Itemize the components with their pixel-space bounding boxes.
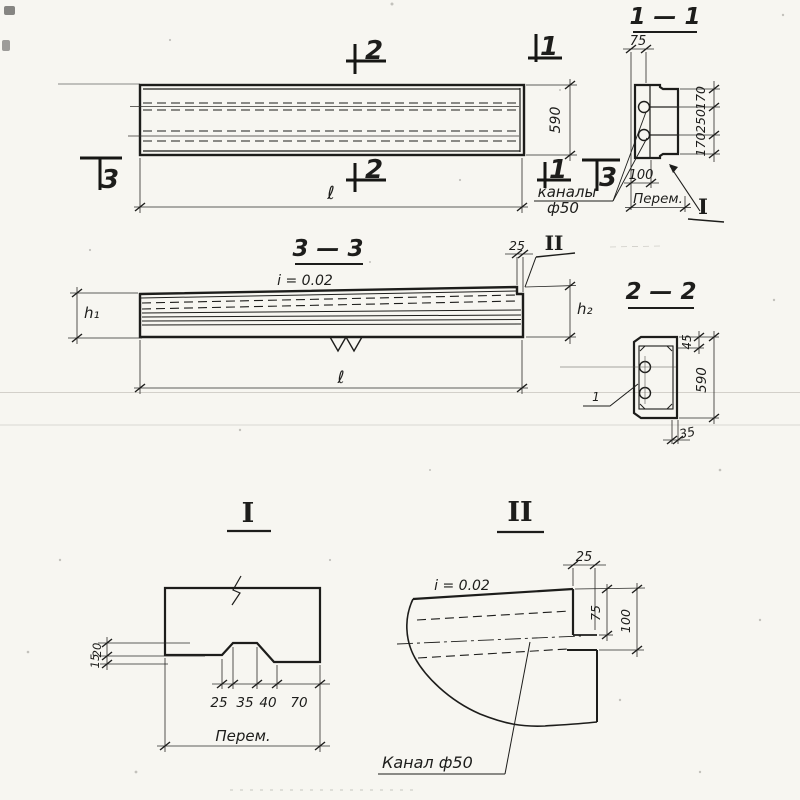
detail-II-dims-right — [575, 583, 645, 657]
detail-II-dim-25-label: 25 — [575, 550, 593, 565]
detail-I-dim-15-label: 15 — [88, 653, 102, 669]
detail-II-dim-75-label: 75 — [588, 605, 603, 621]
detail-I-dim-40-label: 40 — [259, 695, 277, 711]
s33-dim-h1-label: h₁ — [84, 304, 100, 322]
detail-I — [88, 498, 330, 752]
s33-dim-length-label: ℓ — [337, 368, 345, 388]
cut-1-top-label: 1 — [539, 32, 559, 62]
s11-dim-variable — [625, 191, 691, 212]
s11-dim-100 — [624, 160, 659, 188]
s11-dims-right — [652, 81, 720, 162]
detail-II-callout-leader — [505, 642, 530, 774]
s33-slope-label: i = 0.02 — [277, 273, 333, 289]
s33-dim-h2 — [525, 279, 593, 344]
channels-callout-line2: ф50 — [547, 199, 579, 217]
detail-II-channel-lines — [397, 611, 581, 658]
plan-dim-length-label: ℓ — [327, 183, 335, 204]
s22-dim-45 — [676, 331, 704, 354]
s22-dim-45-label: 45 — [680, 334, 694, 350]
detail-I-dim-35-label: 35 — [236, 695, 254, 711]
cut-3-right-label: 3 — [598, 163, 618, 193]
s11-channel-hole-top — [639, 102, 650, 113]
detail-I-break-mark — [232, 576, 241, 605]
detail-II-slope-label: i = 0.02 — [434, 578, 490, 594]
scan-artifacts — [0, 3, 800, 791]
detail-II — [378, 497, 645, 774]
s33-dim-h1 — [68, 287, 142, 344]
s11-dim-170b-label: 170 — [693, 132, 708, 157]
detail-I-dims-left — [88, 637, 205, 670]
cut-3-left-label: 3 — [100, 165, 120, 195]
plan-beam-inner-edges — [143, 88, 520, 152]
s33-break-zigzag — [330, 337, 362, 351]
detail-II-channel-callout — [378, 642, 530, 774]
section-1-1-title: 1 — 1 — [629, 4, 701, 30]
s33-dim-h2-label: h₂ — [577, 300, 593, 318]
cut-2-bottom-label: 2 — [364, 155, 384, 185]
s22-void-core — [639, 346, 673, 409]
detail-I-dim-20-label: 20 — [90, 642, 104, 658]
s33-dim-step25 — [505, 238, 533, 292]
s33-dim-length — [134, 340, 528, 394]
detail-II-break-curve — [407, 599, 597, 726]
plan-dim-depth — [526, 79, 577, 161]
s22-dim-35-label: 35 — [677, 423, 697, 442]
s33-strand-lines — [142, 310, 521, 325]
s22-hole-centerlines — [560, 356, 676, 404]
section-3-3 — [68, 231, 593, 394]
detail-I-dim-25-label: 25 — [210, 695, 228, 711]
plan-view — [58, 32, 647, 217]
detail-II-title: II — [507, 497, 533, 528]
s11-dim-variable-label: Перем. — [633, 191, 683, 207]
cut-1-bottom-label: 1 — [548, 155, 568, 185]
s11-dim-170a-label: 170 — [693, 86, 708, 110]
detail-I-dim-70-label: 70 — [290, 695, 308, 711]
s11-outline — [635, 85, 678, 158]
s33-dim-step25-label: 25 — [509, 238, 525, 253]
detail-I-outline — [165, 588, 320, 662]
detail-II-callout-label: Канал ф50 — [382, 753, 473, 772]
s22-position-label: 1 — [592, 390, 600, 404]
s22-position-leader — [583, 384, 638, 406]
detail-I-dim-variable-label: Перем. — [215, 727, 271, 745]
detail-II-dim-100-label: 100 — [618, 609, 633, 633]
s11-detail-ref-arrowhead — [669, 164, 678, 173]
s11-detail-ref-label: I — [698, 194, 708, 219]
s33-detail-ref-label: II — [544, 231, 564, 255]
plan-dim-depth-label: 590 — [548, 106, 564, 134]
cut-2-top-label: 2 — [364, 36, 384, 66]
channels-leader-1 — [613, 112, 646, 201]
plan-beam-outline — [140, 85, 524, 155]
detail-I-title: I — [241, 498, 255, 529]
section-1-1 — [623, 4, 724, 222]
plan-channel-hidden-lines — [143, 103, 516, 141]
section-2-2-title: 2 — 2 — [625, 279, 697, 305]
plan-dim-length — [134, 158, 528, 213]
s11-dim-75 — [623, 34, 654, 83]
section-3-3-title: 3 — 3 — [292, 236, 364, 262]
s11-dim-100-label: 100 — [628, 168, 654, 183]
s11-channel-hole-bottom — [639, 130, 650, 141]
channels-callout-line1: каналы — [537, 183, 597, 201]
s11-dim-75-label: 75 — [629, 34, 647, 49]
s33-detail-ref-II — [525, 231, 575, 287]
plan-channel-centerlines — [128, 107, 519, 137]
s22-dim-35 — [663, 420, 696, 444]
s22-dim-590-label: 590 — [694, 367, 710, 393]
s11-dim-250-label: 250 — [693, 109, 708, 133]
